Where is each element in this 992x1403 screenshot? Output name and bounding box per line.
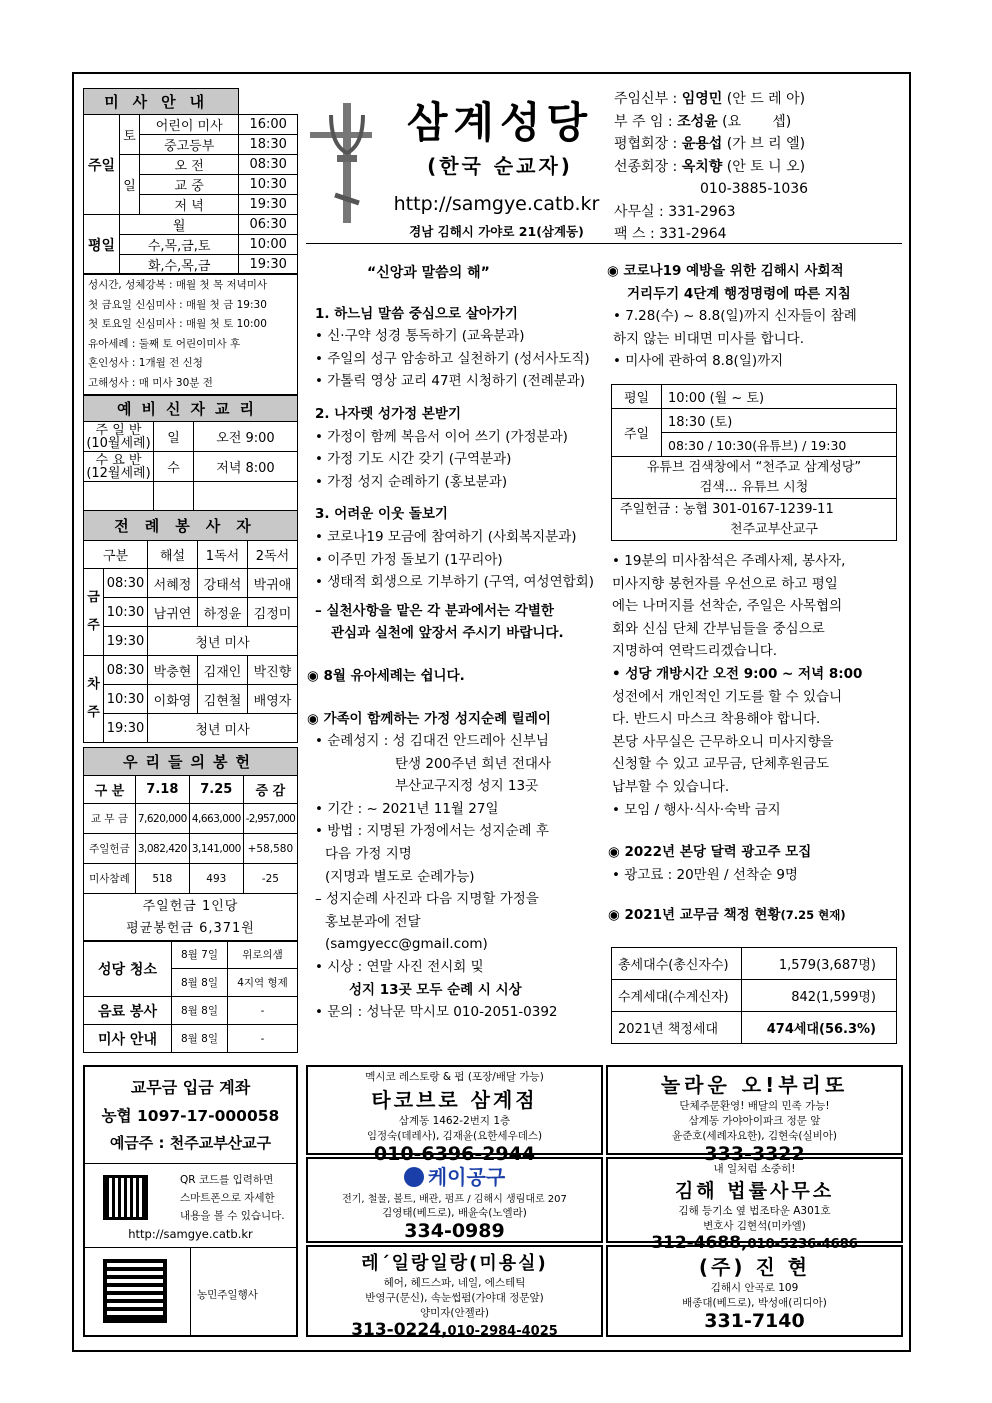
section-title: 3. 어려운 이웃 돌보기 (315, 506, 448, 523)
server: 하정윤 (198, 598, 248, 627)
saturday-time: 18:30 (토) (662, 409, 897, 433)
server: 박진향 (248, 656, 298, 685)
ad-owner: 임정숙(데레사), 김재윤(요한세우데스) (366, 1130, 543, 1142)
value: 518 (135, 864, 189, 894)
header-divider (306, 243, 902, 244)
mass-notes (83, 273, 298, 395)
right-notices (608, 550, 902, 927)
ad-name: 케이공구 (427, 1165, 506, 1189)
group: 4지역 형제 (228, 969, 298, 997)
weekday-label: 평일 (612, 385, 662, 409)
col-header: 증 감 (243, 776, 297, 804)
ad-phone: 010-2984-4025 (447, 1324, 558, 1339)
dues-value: 842(1,599명) (742, 980, 897, 1012)
note-line: 혼인성사 : 1개월 전 신청 (88, 357, 203, 369)
note-line: – 실천사항을 맡은 각 분과에서는 각별한 (315, 602, 554, 619)
this-week-label: 금주 (84, 569, 104, 656)
value: +58,580 (243, 834, 297, 864)
note-line: 첫 금요일 신심미사 : 매월 첫 금 19:30 (88, 298, 267, 311)
ad-jinhyun (606, 1245, 903, 1337)
qr-code-icon (103, 1175, 148, 1220)
time: 08:30 (104, 656, 148, 685)
mass-time-box (611, 384, 897, 541)
notice-line: 본당 사무실은 근무하오니 미사지향을 (612, 733, 834, 750)
notice-line: 신청할 수 있고 교무금, 단체후원금도 (612, 756, 830, 773)
mass-name: 어린이 미사 (140, 115, 239, 135)
ad-line: 단체주문환영! 배달의 민족 가능! (679, 1100, 830, 1112)
date: 8월 7일 (172, 941, 228, 969)
relay-line: • 기간 : ~ 2021년 11월 27일 (315, 800, 499, 817)
dues-title: ◉ 2021년 교무금 책정 현황 (608, 907, 781, 924)
notice-line: 성전에서 개인적인 기도를 할 수 있습니 (612, 688, 843, 705)
relay-line: • 순례성지 : 성 김대건 안드레아 신부님 (315, 733, 549, 750)
ad-phone: 312-4688, (651, 1233, 748, 1253)
saturday-label: 토 (120, 115, 140, 155)
col-header: 7.18 (135, 776, 189, 804)
sunday-day-label: 일 (120, 155, 140, 215)
mass-header: 미사안내 (84, 89, 239, 115)
ad-phone: 010-5236-4686 (747, 1237, 858, 1252)
qr-text: 내용을 볼 수 있습니다. (180, 1210, 285, 1222)
staff-role: 부 주 임 (614, 113, 664, 130)
section-title: 1. 하느님 말씀 중심으로 살아가기 (315, 305, 518, 322)
relay-title: ◉ 가족이 함께하는 가정 성지순례 릴레이 (307, 710, 551, 727)
notice-line: • 모임 / 행사·식사·숙박 금지 (612, 801, 781, 818)
ad-law-office (606, 1157, 903, 1253)
liturgy-header: 전례봉사자 (84, 511, 298, 541)
youtube-line: 유튜브 검색창에서 “천주교 삼계성당” (646, 459, 862, 475)
mass-time: 10:00 (239, 235, 298, 255)
youtube-line: 검색... 유튜브 시청 (699, 479, 809, 495)
avg-line-2: 평균봉헌금 6,371원 (126, 920, 255, 936)
time: 08:30 (104, 569, 148, 598)
class-time: 오전 9:00 (194, 422, 298, 452)
section-title: 2. 나자렛 성가정 본받기 (315, 405, 461, 422)
staff-name: 조성윤 (677, 113, 718, 130)
note-line: 성시간, 성체강복 : 매월 첫 목 저녁미사 (88, 279, 268, 291)
date: 8월 8일 (172, 1025, 228, 1053)
relay-line: (samgyecc@gmail.com) (325, 936, 488, 953)
ad-phone: 333-3322 (704, 1143, 805, 1165)
bank-account: 주일헌금 : 농협 301-0167-1239-11 (620, 501, 834, 517)
mass-time: 19:30 (239, 195, 298, 215)
staff-baptism: (안 드 레 아) (726, 91, 806, 107)
qr-text: 스마트폰으로 자세한 (180, 1192, 275, 1204)
qr-code-icon (103, 1259, 167, 1323)
mass-name: 중고등부 (140, 135, 239, 155)
date: 8월 8일 (172, 969, 228, 997)
relay-line: 홍보분과에 전달 (325, 913, 421, 930)
value: 4,663,000 (189, 804, 243, 834)
ad-phone: 334-0989 (404, 1220, 505, 1242)
footer-left-box (83, 1065, 298, 1337)
ad-phone: 331-7140 (704, 1310, 805, 1332)
mass-name: 월 (120, 215, 239, 235)
calendar-ad-title: ◉ 2022년 본당 달력 광고주 모집 (608, 844, 812, 861)
ad-owner: 김영태(베드로), 배윤숙(노엘라) (382, 1207, 527, 1219)
catechism-table (83, 395, 298, 511)
church-address: 경남 김해시 가야로 21(삼계동) (409, 224, 584, 239)
server: 서혜정 (148, 569, 198, 598)
ad-owner: 양미자(안젤라) (419, 1307, 490, 1319)
year-title: “신앙과 말씀의 해” (367, 265, 490, 281)
center-column (307, 262, 605, 1024)
relay-line: • 시상 : 연말 사진 전시회 및 (315, 959, 484, 976)
date: 8월 8일 (172, 997, 228, 1025)
ad-tagline: 멕시코 레스토랑 & 펍 (포장/배달 가능) (365, 1071, 544, 1083)
time: 19:30 (104, 714, 148, 743)
note-line: 첫 토요일 신심미사 : 매월 첫 토 10:00 (88, 318, 267, 330)
catechism-header: 예비신자교리 (84, 396, 298, 422)
mass-time: 10:30 (239, 175, 298, 195)
sunday-label: 주일 (84, 115, 120, 215)
staff-role: 주임신부 (614, 91, 669, 107)
section-item: • 코로나19 모금에 참여하기 (사회복지분과) (315, 528, 577, 545)
ad-name: (주) 진 현 (698, 1255, 811, 1279)
value: 493 (189, 864, 243, 894)
relay-line: • 방법 : 지명된 가정에서는 성지순례 후 (315, 823, 549, 840)
covid-line: 하지 않는 비대면 미사를 합니다. (613, 330, 804, 347)
mass-name: 저 녁 (140, 195, 239, 215)
col-header: 2독서 (248, 541, 298, 569)
class-name: 수 요 반 (12월세례) (84, 452, 154, 482)
class-day: 수 (154, 452, 194, 482)
relay-line: 다음 가정 지명 (325, 846, 412, 863)
liturgy-table (83, 510, 298, 743)
time: 19:30 (104, 627, 148, 656)
section-item: • 생태적 회생으로 기부하기 (구역, 여성연합회) (315, 574, 594, 591)
row-label: 교 무 금 (84, 804, 136, 834)
col-header: 7.25 (189, 776, 243, 804)
server: 강태석 (198, 569, 248, 598)
ad-address: 김해시 안곡로 109 (710, 1282, 799, 1294)
section-item: • 가정 기도 시간 갖기 (구역분과) (315, 451, 512, 468)
note-line: 유아세례 : 둘째 토 어린이미사 후 (88, 337, 241, 350)
notice-line: 에는 나머지를 선착순, 주일은 사목협의 (612, 598, 843, 615)
account-holder: 예금주 : 천주교부산교구 (109, 1134, 272, 1152)
notice-line: • 성당 개방시간 오전 9:00 ~ 저녁 8:00 (612, 665, 863, 682)
sunday-label: 주일 (612, 409, 662, 457)
fax-number: 팩 스 : 331-2964 (614, 226, 727, 242)
right-column (607, 260, 902, 373)
infant-baptism-notice: ◉ 8월 유아세례는 쉽니다. (307, 667, 465, 684)
note-line: 관심과 실천에 앞장서 주시기 바랍니다. (331, 625, 564, 642)
staff-role: 평협회장 (614, 136, 669, 152)
staff-role: 선종회장 (614, 158, 669, 175)
note-line: 고해성사 : 매 미사 30분 전 (88, 376, 213, 389)
ad-salon (306, 1245, 603, 1340)
value: 3,082,420 (135, 834, 189, 864)
section-item: • 주일의 성구 암송하고 실천하기 (성서사도직) (315, 350, 590, 367)
dues-subtitle: (7.25 현재) (780, 908, 846, 923)
office-phone: 사무실 : 331-2963 (614, 203, 736, 220)
dues-label: 총세대수(총신자수) (612, 948, 742, 980)
qr-url[interactable]: http://samgye.catb.kr (128, 1227, 253, 1241)
relay-line: 탄생 200주년 희년 전대사 (395, 755, 552, 772)
farm-event-label: 농민주일행사 (197, 1289, 258, 1301)
ad-address: 삼계동 1462-2번지 1층 (398, 1115, 511, 1127)
group: - (228, 997, 298, 1025)
offering-table (83, 747, 298, 942)
ad-name: 놀라운 오!부리또 (660, 1073, 849, 1097)
section-item: • 이주민 가정 돌보기 (1꾸리아) (315, 551, 503, 568)
section-item: • 신·구약 성경 통독하기 (교육분과) (315, 328, 525, 345)
church-title: 삼계성당 (406, 98, 594, 147)
mass-time: 18:30 (239, 135, 298, 155)
server: 김정미 (248, 598, 298, 627)
covid-title: 거리두기 4단계 행정명령에 따른 지침 (627, 285, 851, 302)
ad-phone: 010-6396-2944 (373, 1143, 536, 1165)
ad-burrito (606, 1065, 903, 1165)
time: 10:30 (104, 598, 148, 627)
mass-name: 교 중 (140, 175, 239, 195)
server: 박귀애 (248, 569, 298, 598)
time: 10:30 (104, 685, 148, 714)
staff-phone: 010-3885-1036 (700, 181, 809, 197)
account-title: 교무금 입금 계좌 (130, 1078, 251, 1097)
ad-owner: 배종대(베드로), 박성애(리디아) (682, 1297, 827, 1309)
relay-line: 성지 13곳 모두 순례 시 시상 (349, 981, 522, 998)
youth-mass: 청년 미사 (148, 627, 298, 656)
mass-name: 화,수,목,금 (120, 255, 239, 275)
dues-value: 474세대(56.3%) (742, 1012, 897, 1044)
col-header: 구 분 (84, 776, 136, 804)
mass-time: 16:00 (239, 115, 298, 135)
ad-phone: 313-0224, (351, 1320, 448, 1340)
notice-line: 납부할 수 있습니다. (612, 778, 730, 795)
notice-line: 회와 신심 단체 간부님들을 중심으로 (612, 620, 825, 637)
mass-time: 06:30 (239, 215, 298, 235)
staff-baptism: (안 토 니 오) (726, 158, 806, 175)
ad-line: 헤어, 헤드스파, 네일, 에스테틱 (383, 1277, 526, 1289)
class-day: 일 (154, 422, 194, 452)
relay-line: • 문의 : 성낙문 막시모 010-2051-0392 (315, 1004, 558, 1021)
ad-address: 김해 등기소 옆 법조타운 A301호 (678, 1205, 831, 1217)
dues-table (611, 947, 897, 1044)
notice-line: • 19분의 미사참석은 주례사제, 봉사자, (612, 553, 846, 569)
weekday-time: 10:00 (월 ~ 토) (662, 385, 897, 409)
covid-line: • 7.28(수) ~ 8.8(일)까지 신자들이 참례 (613, 308, 857, 325)
ad-address: 삼계동 가야아이파크 정문 앞 (688, 1115, 821, 1127)
relay-line: – 성지순례 사진과 다음 지명할 가정을 (315, 891, 539, 908)
next-week-label: 차주 (84, 656, 104, 743)
group: - (228, 1025, 298, 1053)
ad-name: 레´일랑일랑(미용실) (361, 1253, 548, 1274)
ad-k-tool (306, 1157, 603, 1243)
notice-line: 지명하여 연락드리겠습니다. (612, 643, 778, 660)
class-time: 저녁 8:00 (194, 452, 298, 482)
duty-table (83, 940, 298, 1053)
weekday-label: 평일 (84, 215, 120, 275)
ad-name: 타코브로 삼계점 (371, 1088, 538, 1112)
mass-schedule-table (83, 88, 298, 275)
relay-line: 부산교구지정 성지 13곳 (395, 778, 539, 795)
staff-baptism: (요 셉) (722, 113, 792, 130)
church-url[interactable]: http://samgye.catb.kr (393, 193, 600, 215)
guide-label: 미사 안내 (84, 1025, 172, 1053)
drink-label: 음료 봉사 (84, 997, 172, 1025)
ad-address: 전기, 철물, 볼트, 배관, 펌프 / 김해시 생림대로 207 (342, 1194, 567, 1205)
row-label: 주일헌금 (84, 834, 136, 864)
col-header: 구분 (84, 541, 148, 569)
value: -25 (243, 864, 297, 894)
server: 박충현 (148, 656, 198, 685)
youth-mass: 청년 미사 (148, 714, 298, 743)
server: 김재인 (198, 656, 248, 685)
value: 3,141,000 (189, 834, 243, 864)
bank-holder: 천주교부산교구 (730, 521, 818, 537)
ad-owner: 윤준호(세례자요한), 김현숙(실비아) (671, 1130, 838, 1142)
ad-owner: 변호사 김현석(미카엘) (703, 1220, 806, 1232)
notice-line: 미사지향 봉헌자를 우선으로 하고 평일 (612, 575, 838, 592)
col-header: 해설 (148, 541, 198, 569)
mass-time: 19:30 (239, 255, 298, 275)
staff-name: 임영민 (681, 91, 723, 107)
account-number: 농협 1097-17-000058 (101, 1107, 280, 1125)
mass-name: 수,목,금,토 (120, 235, 239, 255)
section-item: • 가톨릭 영상 교리 47편 시청하기 (전례분과) (315, 373, 586, 390)
covid-title: ◉ 코로나19 예방을 위한 김해시 사회적 (607, 263, 844, 279)
ad-tagline: 내 일처럼 소중히! (713, 1163, 796, 1175)
ad-line: 반영구(문신), 속눈썹펌(가야대 정문앞) (365, 1292, 544, 1304)
avg-line-1: 주일헌금 1인당 (142, 898, 239, 914)
staff-name: 옥치향 (681, 158, 723, 175)
staff-baptism: (가 브 리 엘) (726, 136, 806, 152)
dues-value: 1,579(3,687명) (742, 948, 897, 980)
server: 이화영 (148, 685, 198, 714)
qr-text: QR 코드를 입력하면 (180, 1174, 274, 1186)
mass-name: 오 전 (140, 155, 239, 175)
relay-line: (지명과 별도로 순례가능) (325, 868, 475, 885)
server: 남귀연 (148, 598, 198, 627)
staff-name: 윤용섭 (681, 136, 723, 152)
ad-tacobro (306, 1065, 603, 1165)
dues-label: 수계세대(수계신자) (612, 980, 742, 1012)
cleaning-label: 성당 청소 (84, 941, 172, 997)
church-subtitle: (한국 순교자) (427, 154, 573, 178)
server: 김현철 (198, 685, 248, 714)
value: -2,957,000 (243, 804, 297, 834)
mass-time: 08:30 (239, 155, 298, 175)
dues-label: 2021년 책정세대 (612, 1012, 742, 1044)
section-item: • 가정 성지 순례하기 (홍보분과) (315, 473, 508, 490)
section-item: • 가정이 함께 복음서 이어 쓰기 (가정분과) (315, 428, 568, 445)
sunday-time: 08:30 / 10:30(유튜브) / 19:30 (662, 433, 897, 457)
group: 위로의샘 (228, 941, 298, 969)
col-header: 1독서 (198, 541, 248, 569)
calendar-ad-line: • 광고료 : 20만원 / 선착순 9명 (612, 866, 798, 883)
server: 배영자 (248, 685, 298, 714)
value: 7,620,000 (135, 804, 189, 834)
ad-name: 김해 법률사무소 (674, 1180, 835, 1202)
offering-header: 우리들의봉헌 (84, 748, 298, 776)
covid-line: • 미사에 관하여 8.8(일)까지 (613, 353, 784, 370)
class-name: 주 일 반 (10월세례) (84, 422, 154, 452)
row-label: 미사참례 (84, 864, 136, 894)
staff-list: 주임신부 : 임영민 (안 드 레 아) 부 주 임 : 조성윤 (요 셉) 평협회장 : 윤용섭 (가 브 리 엘) 선종회장 : 옥치향 (안 토 니 오) 010-3885-1036 사무실 : 331-2963 팩 스 : 331-2964 (614, 88, 808, 246)
notice-line: 다. 반드시 마스크 착용해야 합니다. (612, 711, 821, 728)
cross-logo (305, 95, 375, 230)
k-tool-logo-icon (404, 1167, 424, 1187)
